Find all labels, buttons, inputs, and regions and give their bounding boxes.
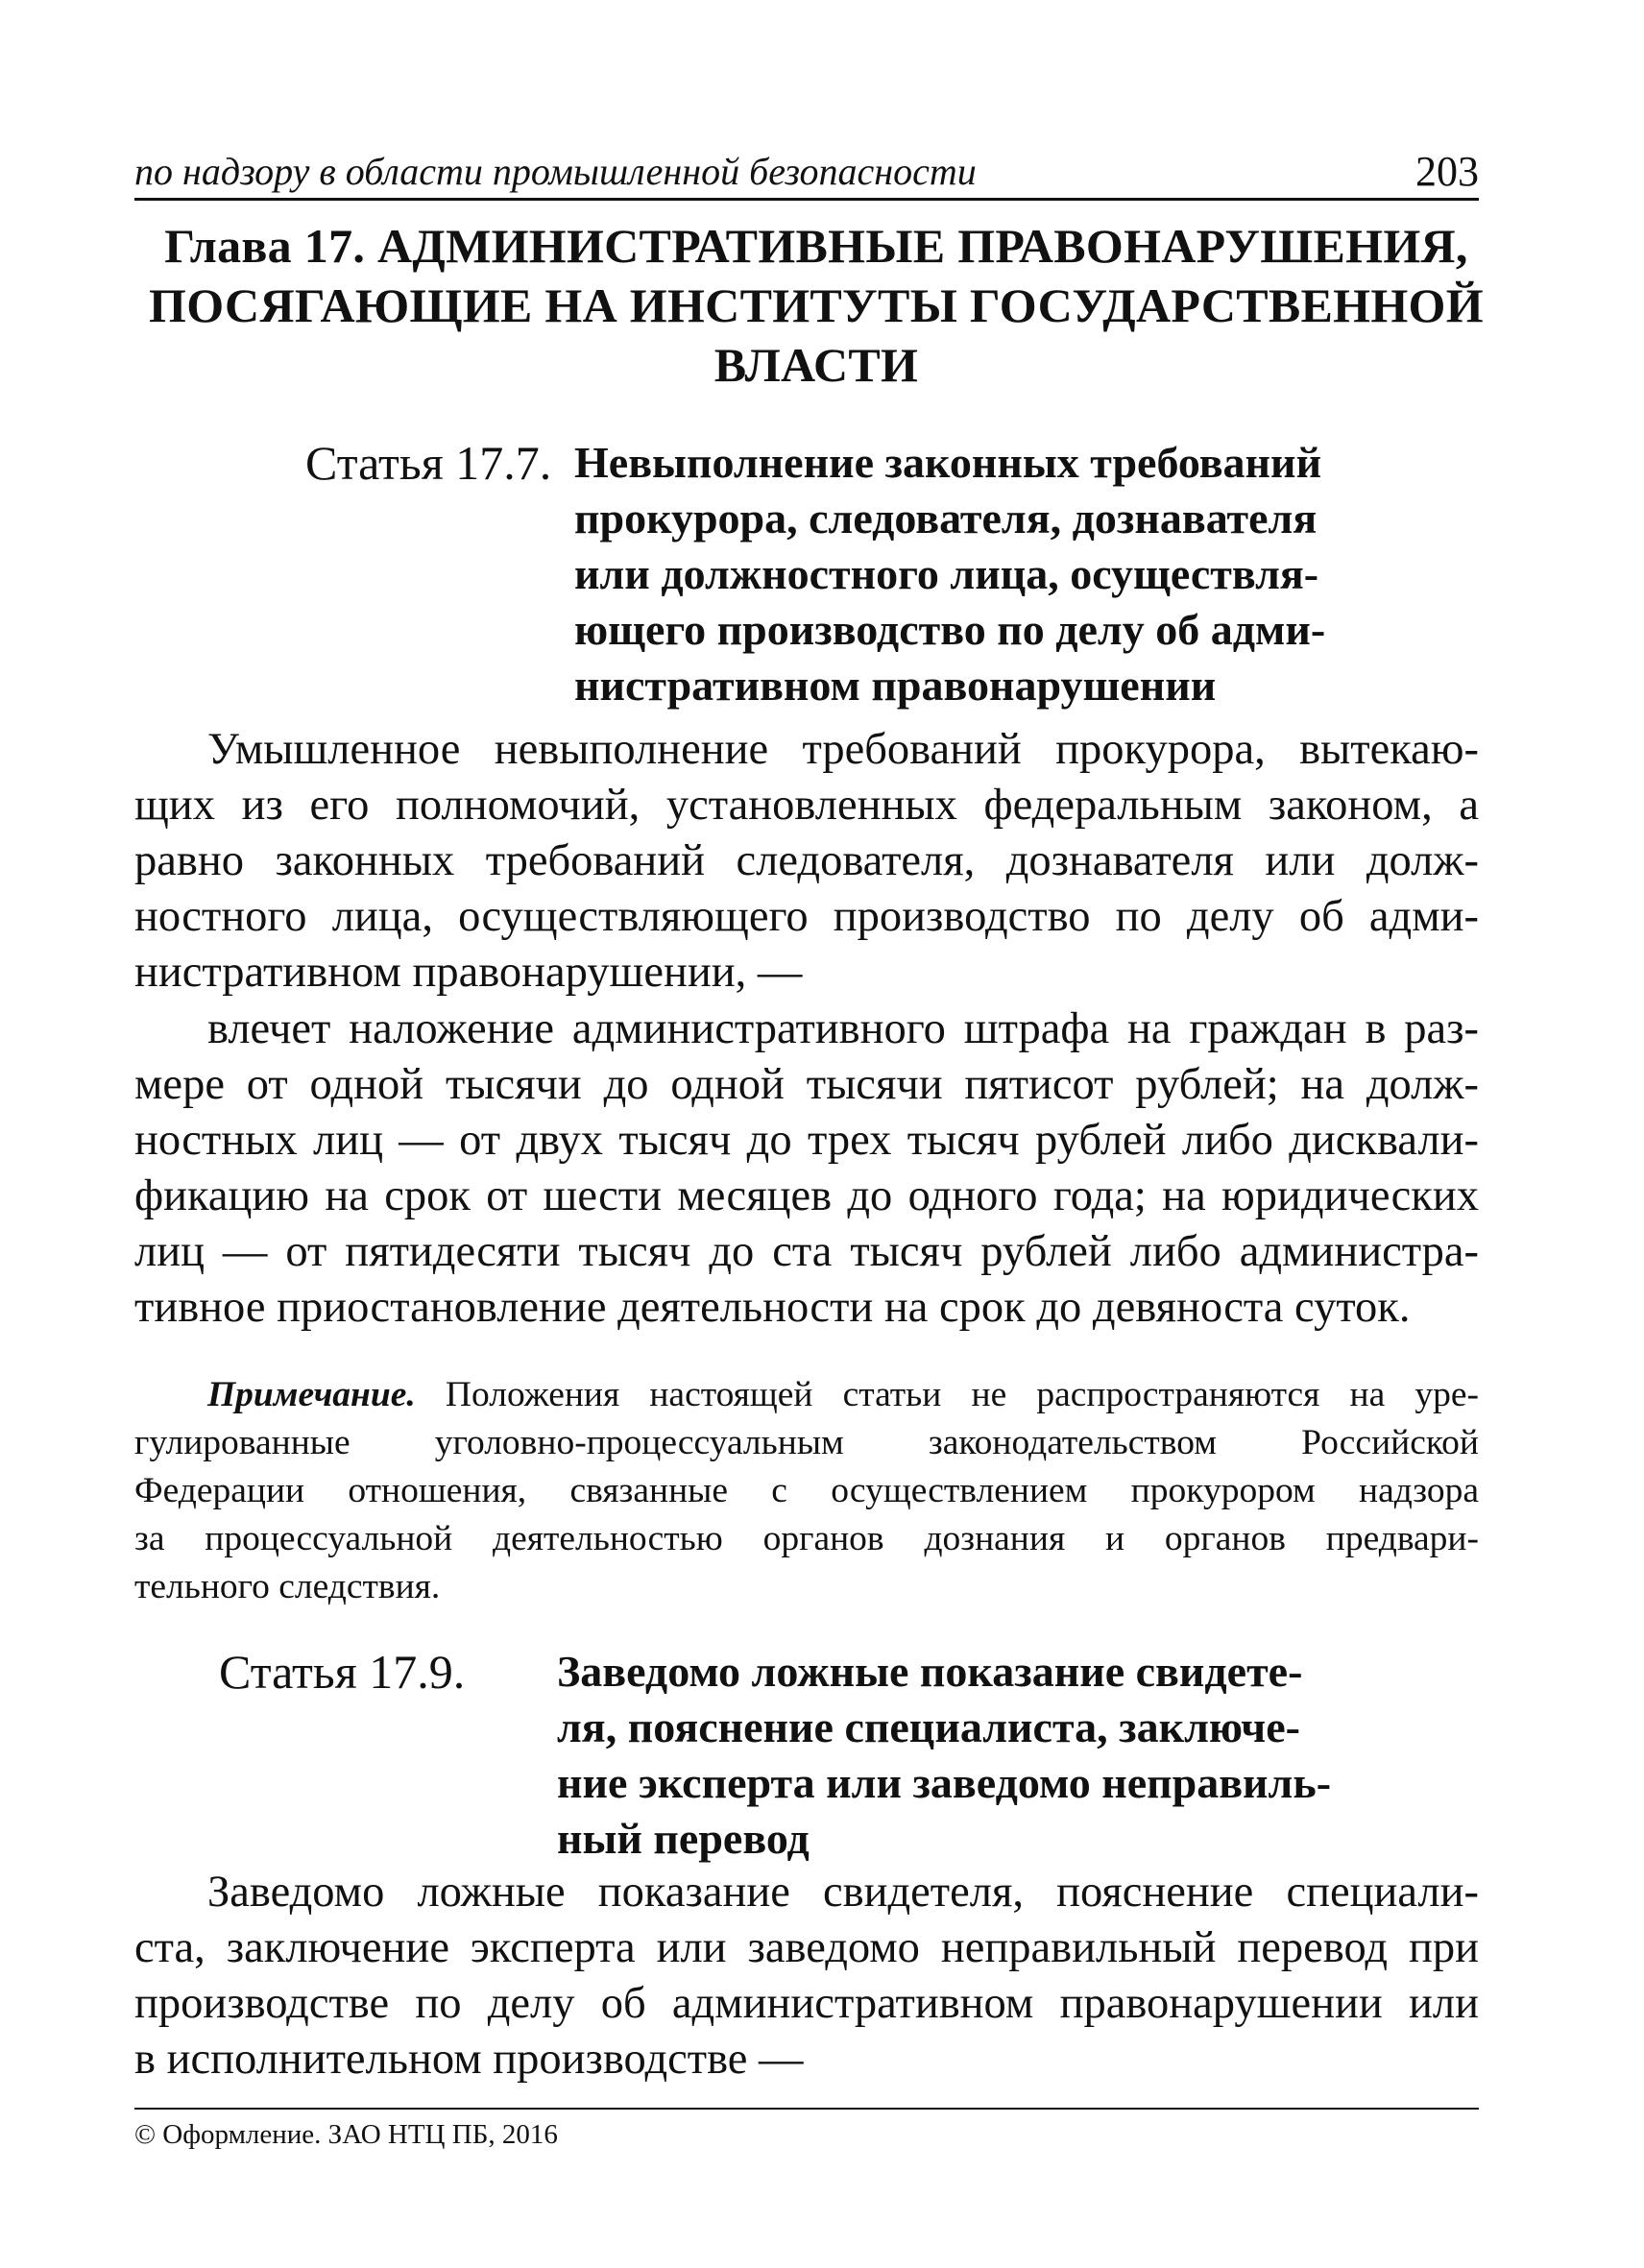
article-17-7-paragraph-disposition — [134, 722, 1479, 1001]
text-line: ностного лица, осуществляющего производство по делу об адми- — [134, 892, 1479, 941]
chapter-title-line: Глава 17. АДМИНИСТРАТИВНЫЕ ПРАВОНАРУШЕНИЯ, — [164, 219, 1468, 273]
article-number: Статья 17.7. — [305, 436, 552, 490]
page-number: 203 — [1415, 148, 1479, 195]
article-17-9-paragraph-disposition — [134, 1865, 1479, 2087]
text-line: влечет наложение административного штрафа на граждан в раз- — [207, 1004, 1479, 1053]
chapter-title-line: ВЛАСТИ — [713, 338, 919, 392]
note-line: за процессуальной деятельностью органов дознания и органов предвари- — [134, 1519, 1479, 1558]
text-line: в исполнительном производстве — — [134, 2035, 804, 2084]
text-line: фикацию на срок от шести месяцев до одного года; на юридических — [134, 1171, 1479, 1220]
text-line: тивное приостановление деятельности на срок до девяноста суток. — [134, 1283, 1411, 1332]
chapter-title-line: ПОСЯГАЮЩИЕ НА ИНСТИТУТЫ ГОСУДАРСТВЕННОЙ — [149, 278, 1484, 332]
article-title — [574, 435, 1325, 713]
article-title-line: Невыполнение законных требований — [574, 438, 1322, 487]
text-line: производстве по делу об административном правонарушении или — [134, 1979, 1479, 2028]
article-title-line: прокурора, следователя, дознавателя — [574, 494, 1318, 543]
article-title-line: ный перевод — [557, 1814, 810, 1863]
article-title — [557, 1644, 1331, 1867]
article-title-line: Заведомо ложные показание свидете- — [557, 1647, 1303, 1696]
article-title-line: ля, пояснение специалиста, заключе- — [557, 1702, 1300, 1751]
chapter-title — [144, 216, 1488, 395]
text-line: нистративном правонарушении, — — [134, 948, 803, 997]
article-17-7-note — [134, 1371, 1479, 1611]
text-line: равно законных требований следователя, дознавателя или долж- — [134, 836, 1479, 885]
note-first-line-text: Положения настоящей статьи не распространяются на уре- — [445, 1375, 1480, 1414]
note-line — [134, 1371, 1479, 1419]
article-title-line: или должностного лица, осуществля- — [574, 549, 1319, 598]
article-17-7-paragraph-sanction — [134, 1001, 1479, 1336]
text-line: Заведомо ложные показание свидетеля, пояснение специали- — [207, 1868, 1479, 1917]
article-title-line: ющего производство по делу об адми- — [574, 605, 1326, 654]
running-header-title: по надзору в области промышленной безопасности — [134, 150, 977, 193]
text-line: Умышленное невыполнение требований прокурора, вытекаю- — [207, 725, 1479, 774]
article-title-line: нистративном правонарушении — [574, 661, 1217, 710]
article-number: Статья 17.9. — [219, 1645, 466, 1699]
footer-copyright: © Оформление. ЗАО НТЦ ПБ, 2016 — [134, 2119, 558, 2150]
note-label: Примечание. — [207, 1375, 416, 1414]
note-line: тельного следствия. — [134, 1567, 441, 1606]
text-line: лиц — от пятидесяти тысяч до ста тысяч рублей либо администра- — [134, 1227, 1479, 1276]
text-line: мере от одной тысячи до одной тысячи пятисот рублей; на долж- — [134, 1060, 1479, 1109]
text-line: ста, заключение эксперта или заведомо неправильный перевод при — [134, 1923, 1479, 1972]
text-line: щих из его полномочий, установленных федеральным законом, а — [134, 781, 1479, 830]
note-line: гулированные уголовно-процессуальным законодательством Российской — [134, 1423, 1479, 1462]
article-title-line: ние эксперта или заведомо неправиль- — [557, 1758, 1332, 1807]
running-header — [134, 144, 1479, 201]
text-line: ностных лиц — от двух тысяч до трех тысяч рублей либо дисквали- — [134, 1116, 1479, 1165]
note-line: Федерации отношения, связанные с осуществлением прокурором надзора — [134, 1471, 1479, 1510]
footer-divider — [134, 2108, 1479, 2110]
